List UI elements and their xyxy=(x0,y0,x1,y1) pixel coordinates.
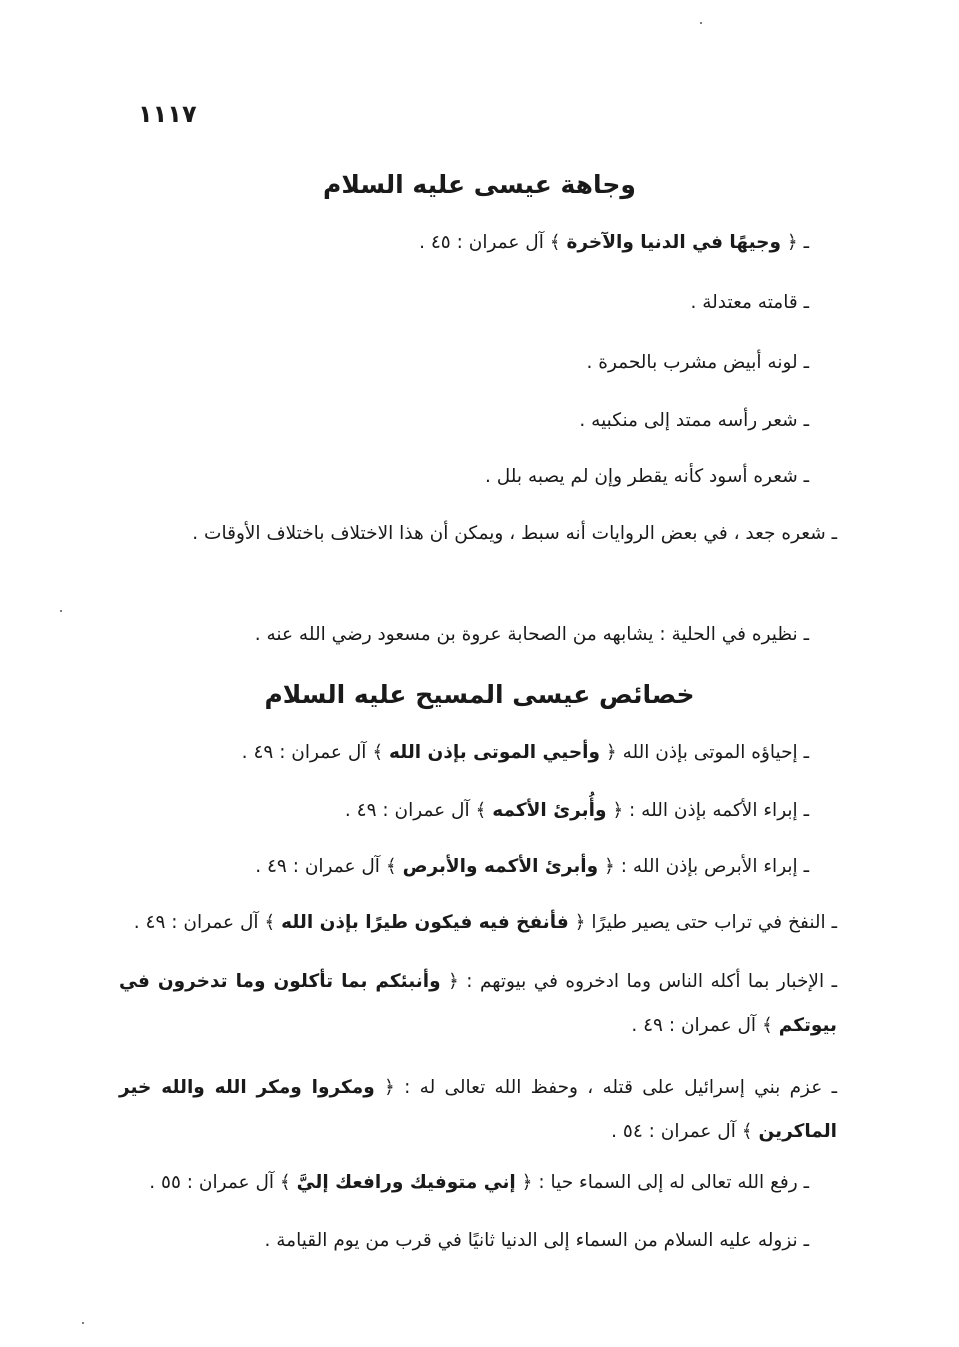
item-reference: ﴾ آل عمران : ٥٤ . xyxy=(611,1121,759,1142)
list-item: ـ نزوله عليه السلام من السماء إلى الدنيا ثانيًا في قرب من يوم القيامة . xyxy=(264,1230,809,1251)
item-reference: ﴾ آل عمران : ٥٥ . xyxy=(149,1172,297,1193)
item-prefix: ـ الإخبار بما أكله الناس وما ادخروه في بيوتهم : ﴿ xyxy=(440,971,837,992)
list-item xyxy=(119,960,837,1048)
page-number: ١١١٧ xyxy=(138,100,197,128)
item-reference: ﴾ آل عمران : ٤٩ . xyxy=(344,800,493,821)
item-prefix: ـ ﴿ xyxy=(780,232,809,253)
section-heading-khasais: خصائص عيسى المسيح عليه السلام xyxy=(264,680,695,709)
scan-speck xyxy=(700,22,702,24)
item-prefix: ـ عزم بني إسرائيل على قتله ، وحفظ الله تعالى له : ﴿ xyxy=(374,1077,837,1098)
item-reference: ﴾ آل عمران : ٤٥ . xyxy=(419,232,567,253)
item-reference: ﴾ آل عمران : ٤٩ . xyxy=(255,856,403,877)
quran-quote: وأنبئكم بما تأكلون وما تدخرون في بيوتكم xyxy=(119,971,837,1036)
list-item xyxy=(419,232,809,253)
item-prefix: ـ رفع الله تعالى له إلى السماء حيا : ﴿ xyxy=(515,1172,809,1193)
quran-quote: فأنفخ فيه فيكون طيرًا بإذن الله xyxy=(281,912,569,933)
scan-speck xyxy=(82,1322,84,1324)
item-prefix: ـ النفخ في تراب حتى يصير طيرًا ﴿ xyxy=(568,912,837,933)
item-reference: ﴾ آل عمران : ٤٩ . xyxy=(241,742,390,763)
list-item: ـ قامته معتدلة . xyxy=(690,292,809,313)
quran-quote: ومكروا ومكر الله والله خير الماكرين xyxy=(119,1077,837,1142)
quran-quote: وأبرئ الأكمه والأبرص xyxy=(402,856,599,877)
list-item xyxy=(345,800,809,821)
quran-quote: وأُبرئ الأكمه xyxy=(492,800,607,821)
list-item xyxy=(255,856,809,877)
list-item: ـ نظيره في الحلية : يشابهه من الصحابة عروة بن مسعود رضي الله عنه . xyxy=(254,624,809,645)
list-item: ـ شعره أسود كأنه يقطر وإن لم يصبه بلل . xyxy=(485,466,809,487)
quran-quote: إني متوفيك ورافعك إليَّ xyxy=(296,1172,516,1193)
item-prefix: ـ إبراء الأبرص بإذن الله : ﴿ xyxy=(598,856,809,877)
list-item: ـ لونه أبيض مشرب بالحمرة . xyxy=(586,352,809,373)
list-item xyxy=(119,1066,837,1154)
list-item: ـ شعر رأسه ممتد إلى منكبيه . xyxy=(579,410,809,431)
item-prefix: ـ إحياؤه الموتى بإذن الله ﴿ xyxy=(600,742,809,763)
list-item xyxy=(242,742,809,763)
section-heading-wajaha: وجاهة عيسى عليه السلام xyxy=(323,170,636,199)
scan-speck xyxy=(60,610,62,612)
list-item: ـ شعره جعد ، في بعض الروايات أنه سبط ، ويمكن أن هذا الاختلاف باختلاف الأوقات . xyxy=(192,523,837,544)
list-item xyxy=(149,1172,809,1193)
item-prefix: ـ إبراء الأكمه بإذن الله : ﴿ xyxy=(606,800,809,821)
quran-quote: وجيهًا في الدنيا والآخرة xyxy=(566,232,781,253)
item-reference: ﴾ آل عمران : ٤٩ . xyxy=(133,912,282,933)
quran-quote: وأحيي الموتى بإذن الله xyxy=(389,742,600,763)
list-item xyxy=(134,912,837,933)
item-reference: ﴾ آل عمران : ٤٩ . xyxy=(631,1015,779,1036)
